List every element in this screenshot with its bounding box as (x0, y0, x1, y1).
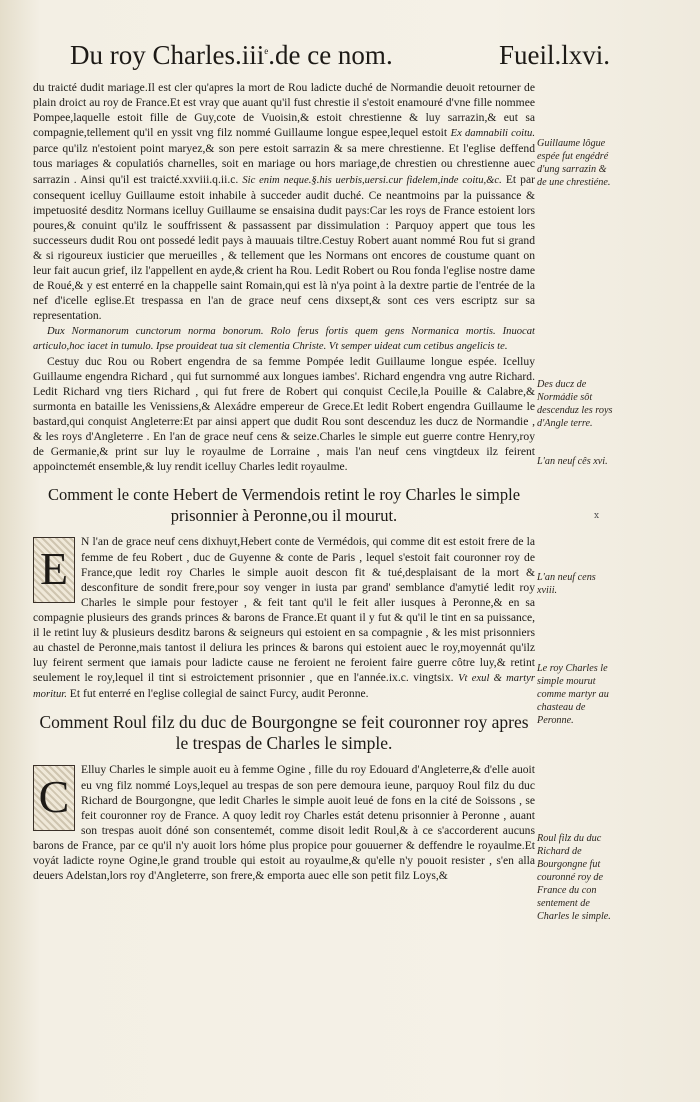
folio-number: Fueil.lxvi. (498, 40, 610, 70)
margin-note-roul: Roul filz du duc Richard de Bourgongne fut couronné roy de France du con sentement de Charles le simple. (537, 833, 611, 922)
chapter-heading-1: Comment le conte Hebert de Vermendois retint le roy Charles le simple prisonnier à Peronne,ou il mourut. (47, 485, 521, 526)
drop-cap-e: E (33, 537, 75, 603)
drop-cap-c: C (33, 765, 75, 831)
paragraph-3: E N l'an de grace neuf cens dixhuyt,Hebert conte de Vermédois, qui comme dit est estoit frere de la femme de feu Robert , duc de Guyenne & conte de Paris , lequel s'estoit fait couronner roy de France,que ledit roy Charles le simple auoit descon fit & tué,desplaisant de la mort & desconfiture de sondit frere,pour soy venger in iusta par grand' semblance d'amytié ledit roy Charles le simple pour festoyer , & feit tant qu'il le feit aller iusques à Peronne,& en sa compagnie plusieurs des grands princes & barons de France.Et quant il y fut & qu'il le tint en sa puissance, il le retint luy & plusieurs desditz barons & seigneurs qui estoient en sa compagnie , & les mist prisonniers au chastel de Peronne,mais tantost il deliura les princes & barons qui estoient auec le roy,moyennát qu'ilz luy feirent serment que iamais pour ladicte cause ne feroient ne feroient faire guerre côtre luy,& retint seulement le roy,lequel il tint si estroictement prisonnier , que en l'année.ix.c. vingtsix. Vt exul & martyr moritur. Et fut enterré en l'eglise collegial de sainct Furcy, audit Peronne. (33, 535, 535, 701)
margin-note-ducz: Des ducz de Normádie sôt descenduz les roys d'Angle terre. (537, 379, 613, 429)
main-text-column (33, 80, 535, 883)
margin-note-year-918: L'an neuf cens xviii. (537, 572, 596, 596)
margin-note-charles-death: Le roy Charles le simple mourut comme martyr au chasteau de Peronne. (537, 663, 609, 726)
running-header (70, 40, 610, 80)
latin-epitaph: Dux Normanorum cunctorum norma bonorum. Rolo ferus fortis quem gens Normanica mortis. Inuocat articulo,hoc iacet in tumulo. Ipse prouideat tua sit clementia Christe. Vt semper uideat cum cetibus angelicis te. (33, 325, 535, 352)
paragraph-1: du traicté dudit mariage.Il est cler qu'apres la mort de Rou ladicte duché de Normandie deuoit retourner de plain droict au roy de France.Et est vray que auant qu'il fust chrestie il s'estoit enamouré d'vne fille nommee Pompee,laquelle estoit fille de Guy,cote de Vuoisin,& estoit chrestienne & luy sarrazin,& eut sa compagnie,tellement qu'il en yssit vng filz nommé Guillaume longue espee,lequel estoit Ex damnabili coitu. parce qu'ilz n'estoient point maryez,& son pere estoit sarrazin & sa mere chrestienne. Et l'eglise deffend tous mariages & copulatiós charnelles, soit en mariage ou hors mariage,de chrestien ou chrestienne auec sarrazin . Ainsi qu'il est traicté.xxviii.q.ii.c. Sic enim neque.§.his uerbis,uersi.cur fidelem,inde coitu,&c. Et par consequent icelluy Guillaume estoit inhabile à succeder audit duché. Ce neantmoins par la puissance & impetuosité desditz Normans icelluy Guillaume se ensaisina dudit pays:Car les roys de France estoient lors poures,& conuint qu'ilz le souffrissent & passassent par dissimulation : Parquoy appert que tous les successeurs dudit Rou ont possedé ledit pays à mauuais tiltre.Cestuy Robert auant nommé Rou fut si grand & si rigoureux iusticier que merueilles , & tellement que les Normans ont encores de coustume quant on leur fait aucun grief, ilz l'appellent en ayde,& crient ha Rou. Ledit Robert ou Rou fonda l'eglise nostre dame de Roué,& y est enterré en la chappelle saint Romain,qui est là n'ya point à la dextre partie de l'entrée de la nef d'icelle eglise.Et trespassa en l'an de grace neuf cens dixsept,& sont ces vers escriptz sur sa representation. (33, 81, 535, 323)
margin-note-guillaume: Guillaume lôgue espée fut engédré d'ung sarrazin & de une chrestiéne. (537, 138, 611, 188)
paragraph-2: Cestuy duc Rou ou Robert engendra de sa femme Pompée ledit Guillaume longue espée. Icelluy Guillaume engendra Richard , qui fut surnommé aux longues iambes'. Richard engendra vng autre Richard. Ledit Richard vng tiers Richard , qui fut frere de Robert qui conquist Cecile,la Pouille & Calabre,& surmonta en bataille les Venissiens,& Alexádre empereur de Grece.Et ledit Robert engendra Guillaume le bastard,qui conquist Angleterre:Et par ainsi appert que dudit Rou sont descenduz les ducz de Normandie , & les roys d'Angleterre . En l'an de grace neuf cens & seize.Charles le simple eut guerre contre Henry,roy de Germanie,& print sur luy le royaulme de Lorraine , mais l'an neuf cens vingtdeux ilz feirent appoinctemét ensemble,& luy rendit icelluy Charles ledit royaulme. (33, 354, 535, 474)
page-title: Du roy Charles.iii$^e$.de ce nom. (70, 40, 393, 70)
paragraph-4: C Elluy Charles le simple auoit eu à femme Ogine , fille du roy Edouard d'Angleterre,& d'elle auoit eu vng filz nommé Loys,lequel au trespas de son pere demoura ieune, parquoy Roul filz du duc Richard de Bourgongne, que ledit Charles le simple auoit leué de fons en la cité de Soissons , se feit couronner roy de France. A quoy ledit roy Charles estát detenu prisonnier à Peronne , auant son trespas auoit dóné son consentemét, comme disoit ledit Roul,& à ce s'accorderent aucuns barons de France, par ce qu'il n'y auoit lors hóme plus propice pour gouuerner & deffendre le royaulme.Et voyát ladicte royne Ogine,le grand trouble qui estoit au royaulme,& qu'elle n'y pouoit resister , s'en alla deuers Adelstan,lors roy d'Angleterre, son frere,& emporta auec elle son petit filz Loys,& (33, 763, 535, 883)
stray-mark: x (594, 511, 600, 521)
chapter-heading-2: Comment Roul filz du duc de Bourgongne se feit couronner roy apres le trespas de Charles le simple. (39, 712, 529, 754)
margin-note-year-916: L'an neuf cês xvi. (537, 456, 608, 467)
